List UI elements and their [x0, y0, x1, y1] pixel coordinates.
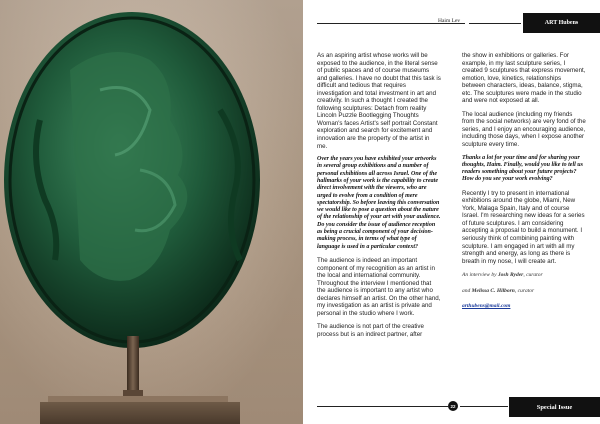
body-paragraph: The audience is not part of the creative process but is an indirect partner, after [317, 323, 424, 338]
credit-name: Josh Ryder [497, 272, 524, 279]
credit-suffix: , curator [514, 287, 535, 294]
footer-rule-left [317, 406, 448, 407]
page-number-badge: 22 [448, 401, 458, 411]
credit-prefix: An interview by [462, 272, 498, 279]
header-section-tab: ART Hubens [523, 13, 600, 33]
header-rule-right [469, 23, 521, 24]
article-column-right [462, 52, 586, 311]
footer-rule-right [460, 406, 508, 407]
body-paragraph: the show in exhibitions or galleries. For example, in my last sculpture series, I created 9 sculptures that express movement, emotion, love, kinetics, relationships between characters, ideas, balance, stigma, etc. The sculptures were made in the studio and were not exposed at all. [462, 52, 586, 105]
interviewer-credit [462, 287, 586, 297]
interview-question: Thanks a lot for your time and for sharing your thoughts, Haim. Finally, would you like to tell us readers something about your future projects? How do you see your work evolving? [462, 154, 583, 183]
credit-prefix: and [462, 287, 472, 294]
article-column-left [317, 52, 441, 344]
sculpture-base [40, 402, 240, 424]
credit-suffix: , curator [523, 272, 543, 279]
footer-section-tab: Special Issue [509, 397, 600, 417]
article-page [303, 0, 600, 424]
credit-name: Melissa C. Hilborn [471, 287, 515, 294]
body-paragraph: Recently I try to present in international exhibitions around the globe, Miami, New York, Malaga Spain, Italy and of course Israel. I'm researching new ideas for a series of future sculptures. I am considering accepting a proposal to build a monument. I seriously think of combining painting with sculpture. I am engaged in art with all my strength and energy, as long as there is breath in my nose, I will create art. [462, 189, 585, 265]
interviewer-credit [462, 271, 586, 281]
interview-question: Over the years you have exhibited your artworks in several group exhibitions and a number of personal exhibitions all across Israel. One of the hallmarks of your work is the capability to create direct involvement with the viewers, who are urged to evolve from a condition of mere spectatorship. So before leaving this conversation we would like to pose a question about the nature of the relationship of your art with your audience. Do you consider the issue of audience reception as being a crucial component of your decision-making process, in terms of what type of language is used in a particular context? [317, 156, 441, 250]
body-paragraph: The audience is indeed an important component of my recognition as an artist in the local and international community. Throughout the interview I mentioned that the audience is important to any artist who declares himself an artist. On the other hand, my investigation as an artist is private and personal in the studio where I work. [317, 256, 441, 317]
header-artist-name: Haim Lev [438, 18, 461, 24]
body-paragraph: As an aspiring artist whose works will be exposed to the audience, in the literal sense of public spaces and of course museums and galleries. I have no doubt that this task is difficult and tedious that requires investigation and total investment in art and creativity. In such a thought I created the following sculptures: Detach from reality Lincoln Puzzle Bootlegging Thoughts Woman's faces Artist's self portrait Constant exploration and search for excitement and innovation are the property of the artist in me. [317, 52, 441, 150]
body-paragraph: The local audience (including my friends from the social networks) are very fond of the series, and I enjoy an encouraging audience, including those days, when I expose another sculpture every time. [462, 110, 586, 149]
contact-email-link[interactable]: arthubens@mail.com [462, 303, 511, 310]
